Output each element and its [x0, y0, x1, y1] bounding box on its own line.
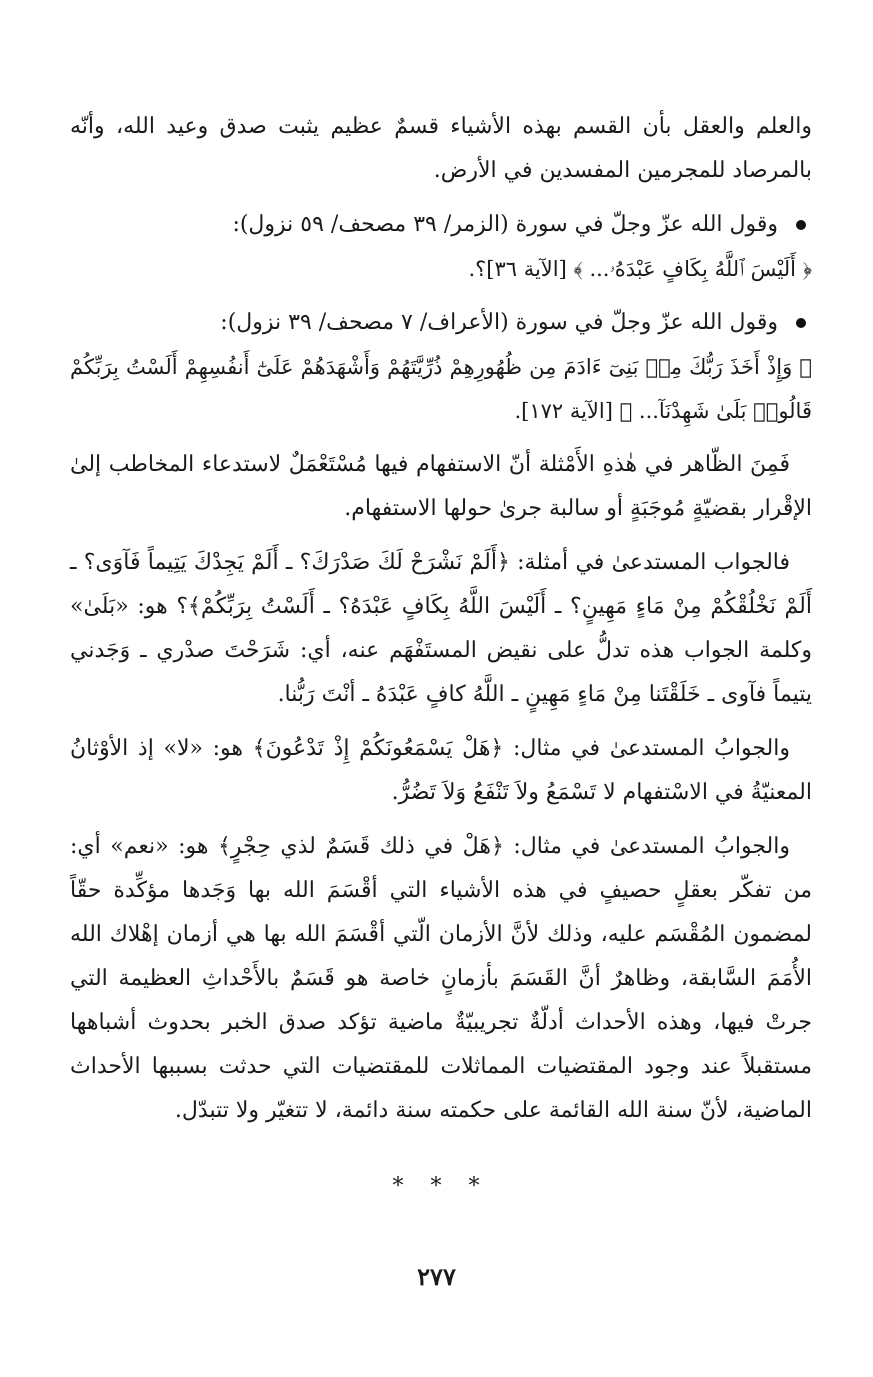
- bullet-zumar-intro: [70, 203, 812, 247]
- page-number: ٢٧٧: [417, 1262, 456, 1291]
- paragraph-zahir: فَمِنَ الظّاهر في هٰذهِ الأَمْثلة أنّ الاستفهام فيها مُسْتَعْمَلٌ لاستدعاء المخاطب إلىٰ الإقْرار بقضيّةٍ مُوجَبَةٍ أو سالبة جرىٰ حولها الاستفهام.: [70, 452, 812, 521]
- paragraph-jawab-naam: والجوابُ المستدعىٰ في مثال: ﴿هَلْ في ذلك قَسَمٌ لذي حِجْرٍ﴾ هو: «نعم» أي: من تفكّر بعقلٍ حصيفٍ في هذه الأشياء التي أقْسَمَ الله بها وَجَدها مؤكِّدة حقّاً لمضمون المُقْسَم عليه، وذلك لأنَّ الأزمان الّتي أقْسَمَ الله بها هي أزمان إهْلاك الله الأُمَمَ السَّابقة، وظاهرٌ أنَّ القَسَمَ بأزمانٍ خاصة هو قَسَمٌ بالأَحْداثِ العظيمة التي جرتْ فيها، وهذه الأحداث أدلّةٌ تجريبيّةٌ ماضية تؤكد صدق الخبر بحدوث أشباهها مستقبلاً عند وجود المقتضيات المماثلات للمقتضيات التي حدثت بسببها الأحداث الماضية، لأنّ سنة الله القائمة على حكمته سنة دائمة، لا تتغيّر ولا تتبدّل.: [70, 834, 812, 1123]
- bullet-dot-icon: [796, 220, 806, 230]
- bullet-zumar: [70, 203, 812, 291]
- bullet-dot-icon: [796, 318, 806, 328]
- page-body: [70, 105, 812, 1209]
- paragraph-intro: والعلم والعقل بأن القسم بهذه الأشياء قسمٌ عظيم يثبت صدق وعيد الله، وأنّه بالمرصاد للمجرمين المفسدين في الأرض.: [70, 114, 812, 183]
- section-separator: * * *: [392, 1174, 490, 1199]
- verse-zumar: ﴿ أَلَيْسَ ٱللَّهُ بِكَافٍ عَبْدَهُۥ... ﴾ [الآية ٣٦]؟.: [468, 257, 812, 281]
- bullet-araf: [70, 301, 812, 433]
- bullet-araf-text: وقول الله عزّ وجلّ في سورة (الأعراف/ ٧ مصحف/ ٣٩ نزول):: [220, 310, 778, 335]
- paragraph-jawab-la: والجوابُ المستدعىٰ في مثال: ﴿هَلْ يَسْمَعُونَكُمْ إِذْ تَدْعُونَ﴾ هو: «لا» إذ الأوْثانُ المعنيّةُ في الاسْتفهام لا تَسْمَعُ ولاَ تَنْفَعُ وَلاَ تَضُرُّ.: [70, 736, 812, 805]
- paragraph-jawab-bala: فالجواب المستدعىٰ في أمثلة: ﴿أَلَمْ نَشْرَحْ لَكَ صَدْرَكَ؟ ـ أَلَمْ يَجِدْكَ يَتِيماً فَآوَى؟ ـ أَلَمْ نَخْلُقْكُمْ مِنْ مَاءٍ مَهِينٍ؟ ـ أَلَيْسَ اللَّهُ بِكَافٍ عَبْدَهُ؟ ـ أَلَسْتُ بِرَبِّكُمْ﴾؟ هو: «بَلَىٰ» وكلمة الجواب هذه تدلُّ على نقيض المستَفْهَم عنه، أي: شَرَحْتَ صدْري ـ وَجَدني يتيماً فآوى ـ خَلَقْتَنا مِنْ مَاءٍ مَهِينٍ ـ اللَّهُ كافٍ عَبْدَهُ ـ أنْتَ رَبُّنا.: [70, 550, 812, 707]
- verse-araf: ﴿ وَإِذْ أَخَذَ رَبُّكَ مِنۢ بَنِىٓ ءَادَمَ مِن ظُهُورِهِمْ ذُرِّيَّتَهُمْ وَأَشْهَدَهُمْ عَلَىٰٓ أَنفُسِهِمْ أَلَسْتُ بِرَبِّكُمْ قَالُوا۟ بَلَىٰ شَهِدْنَآ... ﴾ [الآية ١٧٢].: [70, 355, 812, 423]
- bullet-araf-intro: [70, 301, 812, 345]
- bullet-zumar-text: وقول الله عزّ وجلّ في سورة (الزمر/ ٣٩ مصحف/ ٥٩ نزول):: [232, 212, 778, 237]
